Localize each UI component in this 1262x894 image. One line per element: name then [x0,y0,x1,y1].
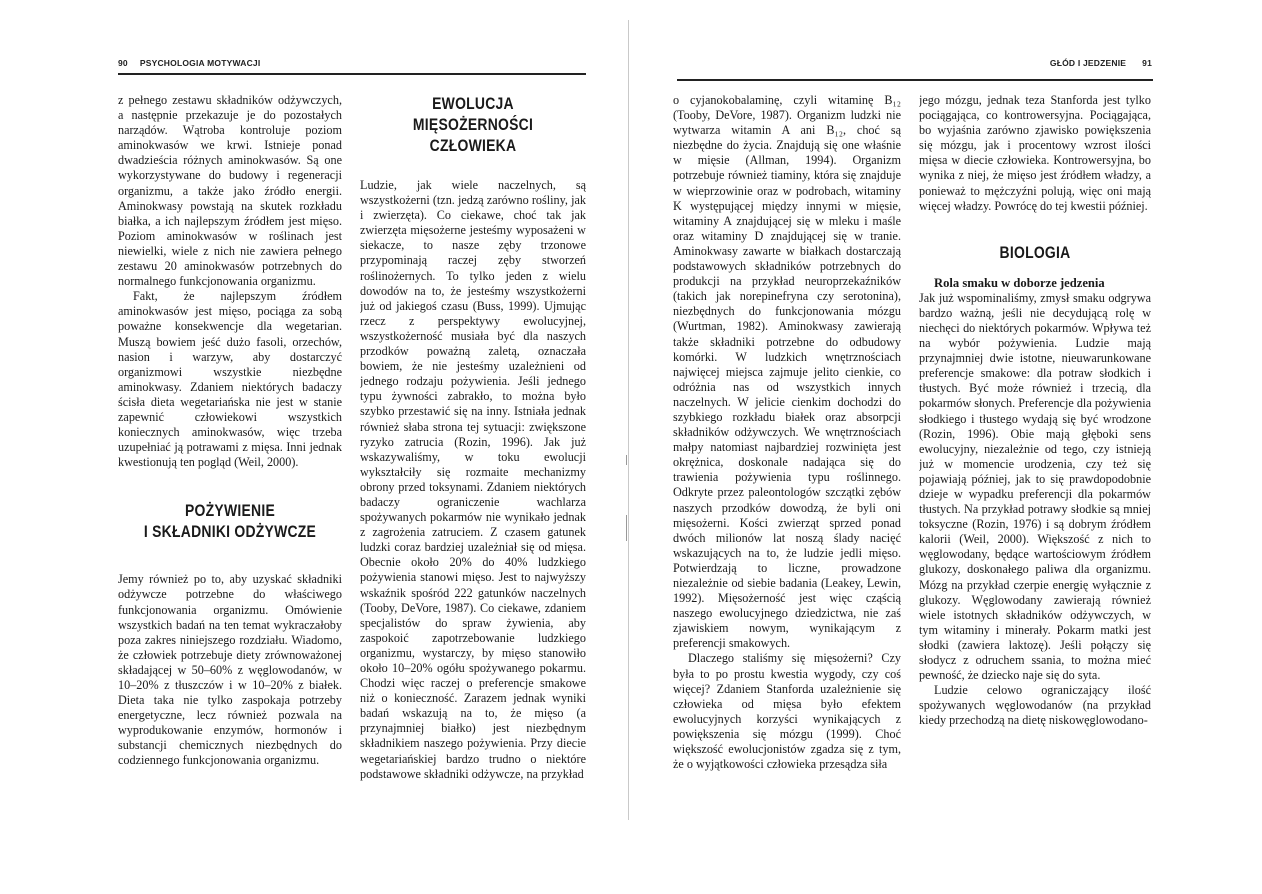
section-heading-food [138,500,322,542]
gutter-mark [626,455,627,465]
paragraph: Dlaczego staliśmy się mięsożerni? Czy była to po prostu kwestia wygody, czy coś więcej? Zdaniem Stanforda uzależnienie się człowieka od mięsa było efektem ewolucyjnych korzyści wynikających z powiększenia się mózgu (1999). Choć większość ewolucjonistów zgadza się z tym, że o wyjątkowości człowieka przesądza siła [673,651,901,772]
heading-line: EWOLUCJA [432,94,514,113]
paragraph: Ludzie, jak wiele naczelnych, są wszystkożerni (tzn. jedzą zarówno rośliny, jak i zwierzęta). Co ciekawe, choć tak jak zwierzęta mięsożerne jesteśmy wyposażeni w siekacze, to nasze zęby trzonowe przypominają raczej zęby stworzeń roślinożernych. To tylko jeden z wielu dowodów na to, że jesteśmy wszystkożerni już od jakiegoś czasu (Buss, 1999). Ujmując rzecz z perspektywy ewolucyjnej, wszystkożerność musiała być dla naszych przodków poważną zaletą, oznaczała bowiem, że nie jesteśmy uzależnieni od jednego rodzaju pożywienia. Jeśli jednego typu żywności zabrakło, to można było szybko przestawić się na inny. Istniała jednak również słaba strona tej sytuacji: zwiększone ryzyko zatrucia (Rozin, 1996). Jak już wskazywaliśmy, w toku ewolucji wykształciły się rozmaite mechanizmy obrony przed toksynami. Zdaniem niektórych badaczy ograniczenie wachlarza spożywanych pokarmów nie wynikało jednak z zagrożenia zatruciem. Z czasem gatunek ludzki coraz bardziej uzależniał się od mięsa. Obecnie około 20% do 40% ludzkiego pożywienia stanowi mięso. Jest to najwyższy wskaźnik spośród 222 gatunków naczelnych (Tooby, DeVore, 1987). Co ciekawe, zdaniem specjalistów do spraw żywienia, aby zaspokoić zapotrzebowanie ludzkiego organizmu, wystarczy, by mięso stanowiło około 10–20% ogółu spożywanego pokarmu. Chodzi więc raczej o preferencje smakowe niż o konieczność. Zarazem jednak wyniki badań wskazują na to, że mięso (a przynajmniej białko) jest niezbędnym składnikiem naszego pożywienia. Przy diecie wegetariańskiej bardzo trudno o niektóre podstawowe składniki odżywcze, na przykład [360,178,586,781]
page-number-right: 91 [1142,58,1152,68]
header-rule-right [677,79,1153,81]
column-3 [673,93,901,803]
section-heading-biology: BIOLOGIA [999,242,1071,262]
subsection-heading: Rola smaku w doborze jedzenia [934,275,1105,290]
gutter-mark [626,515,627,541]
running-head-left-title: PSYCHOLOGIA MOTYWACJI [139,58,261,68]
heading-line: MIĘSOŻERNOŚCI CZŁOWIEKA [412,115,534,155]
column-4 [919,93,1151,803]
column-1 [118,93,342,803]
paragraph: z pełnego zestawu składników odżywczych, a następnie przekazuje je do pozostałych narządów. Wątroba kontroluje poziom aminokwasów we krwi. Istnieje ponad dwadzieścia różnych aminokwasów. Są one wykorzystywane do budowy i regeneracji organizmu, a także jako źródło energii. Aminokwasy powstają na skutek rozkładu białka, a ich najlepszym źródłem jest mięso. Poziom aminokwasów w roślinach jest niewielki, wiele z nich nie zawiera pełnego zestawu 20 aminokwasów potrzebnych do normalnego funkcjonowania organizmu. [118,93,342,289]
section-heading-evolution [380,93,565,156]
header-rule-left [118,73,586,75]
heading-line: POŻYWIENIE [185,501,275,521]
paragraph: o cyjanokobalaminę, czyli witaminę B₁₂ (Tooby, DeVore, 1987). Organizm ludzki nie wytwarza witamin A ani B₁₂, choć są niezbędne do życia. Znajdują się one właśnie w mięsie (Allman, 1994). Organizm potrzebuje również tiaminy, która się znajduje w wieprzowinie oraz w podrobach, witaminy K występującej między innymi w mięsie, witaminy A znajdującej się w mleku i maśle oraz witaminy D znajdującej się w tranie. Aminokwasy zawarte w białkach dostarczają podstawowych składników potrzebnych do produkcji na przykład neuroprzekaźników (takich jak norepinefryna czy serotonina), niezbędnych do funkcjonowania mózgu (Wurtman, 1982). Aminokwasy zawierają także składniki potrzebne do odbudowy komórki. W ludzkich wnętrznościach najwięcej miejsca zajmuje jelito cienkie, co odróżnia nas od wszystkich innych naczelnych. W jelicie cienkim dochodzi do szybkiego rozkładu białek oraz absorpcji składników odżywczych. We wnętrznościach małpy natomiast najbardziej rozwinięta jest okrężnica, doskonale nadająca się do trawienia pożywienia typu roślinnego. Odkryte przez paleontologów szczątki zębów naszych przodków dowodzą, że byli oni mięsożerni. Kości zwierząt sprzed ponad dwóch milionów lat noszą ślady nacięć wskazujących na to, że ludzie jedli mięso. Potwierdzają to liczne, prowadzone niezależnie od siebie badania (Leakey, Lewin, 1992). Mięsożerność jest więc cząścią naszego ewolucyjnego dziedzictwa, nie zaś zjawiskiem nowym, wynikającym z preferencji smakowych. [673,93,901,651]
column-2 [360,93,586,803]
page-spine [628,20,629,820]
paragraph: Ludzie celowo ograniczający ilość spożywanych węglowodanów (na przykład kiedy przechodzą na dietę niskowęglowodano- [919,683,1151,728]
paragraph: Jak już wspominaliśmy, zmysł smaku odgrywa bardzo ważną, jeśli nie decydującą rolę w niechęci do niektórych pokarmów. Wpływa też na wybór pożywienia. Ludzie mają przynajmniej dwie istotne, nieuwarunkowane preferencje smakowe: dla potraw słodkich i tłustych. Być może również i trzecią, dla pokarmów słonych. Preferencje dla pożywienia słodkiego i tłustego wydają się być wrodzone (Rozin, 1996). Obie mają głęboki sens ewolucyjny, niezależnie od tego, czy istnieją już w momencie urodzenia, czy też się pojawiają później, jak to się prawdopodobnie dzieje w wypadku preferencji dla pokarmów tłustych. Na przykład potrawy słodkie są mniej toksyczne (Rozin, 1976) i są dobrym źródłem kalorii (Weil, 2000). Większość z nich to węglowodany, będące wartościowym źródłem glukozy, doskonałego paliwa dla organizmu. Mózg na przykład czerpie energię wyłącznie z glukozy. Węglowodany zawierają również wiele istotnych składników odżywczych, w tym witaminy i minerały. Pokarm matki jest słodki (zawiera laktozę). Jeśli połączy się słodycz z odruchem ssania, to można mieć pewność, że dziecko naje się do syta. [919,290,1151,683]
running-head-right-title: GŁÓD I JEDZENIE [1049,58,1127,68]
paragraph: jego mózgu, jednak teza Stanforda jest tylko pociągająca, co kontrowersyjna. Pociągająca, bo wyjaśnia zarówno zjawisko powiększenia się mózgu, jak i procentowy wzrost ilości mięsa w diecie człowieka. Kontrowersyjna, bo wynika z niej, że mięso jest źródłem władzy, a ponieważ to mężczyźni polują, więc oni mają więcej władzy. Powrócę do tej kwestii później. [919,93,1151,213]
paragraph: Fakt, że najlepszym źródłem aminokwasów jest mięso, pociąga za sobą poważne konsekwencje dla wegetarian. Muszą bowiem jeść dużo fasoli, orzechów, nasion i warzyw, aby dostarczyć organizmowi wszystkie niezbędne aminokwasy. Zdaniem niektórych badaczy ścisła dieta wegetariańska nie jest w stanie zapewnić człowiekowi wszystkich koniecznych aminokwasów, więc trzeba uzupełniać ją potrawami z mięsa. Inni jednak kwestionują ten pogląd (Weil, 2000). [118,289,342,470]
left-running-head [118,58,260,70]
paragraph: Jemy również po to, aby uzyskać składniki odżywcze potrzebne do właściwego funkcjonowania organizmu. Omówienie wszystkich badań na ten temat wykraczałoby poza zakres niniejszego rozdziału. Wiadomo, że człowiek potrzebuje diety zrównoważonej składającej w 50–60% z węglowodanów, w 10–20% z tłuszczów i w 10–20% z białek. Dieta taka nie tylko zaspokaja potrzeby energetyczne, lecz również pozwala na wyprodukowanie enzymów, hormonów i substancji chemicznych niezbędnych do codziennego funkcjonowania organizmu. [118,572,342,768]
page-number-left: 90 [118,58,128,68]
right-running-head [1050,58,1152,70]
heading-line: I SKŁADNIKI ODŻYWCZE [143,522,317,542]
